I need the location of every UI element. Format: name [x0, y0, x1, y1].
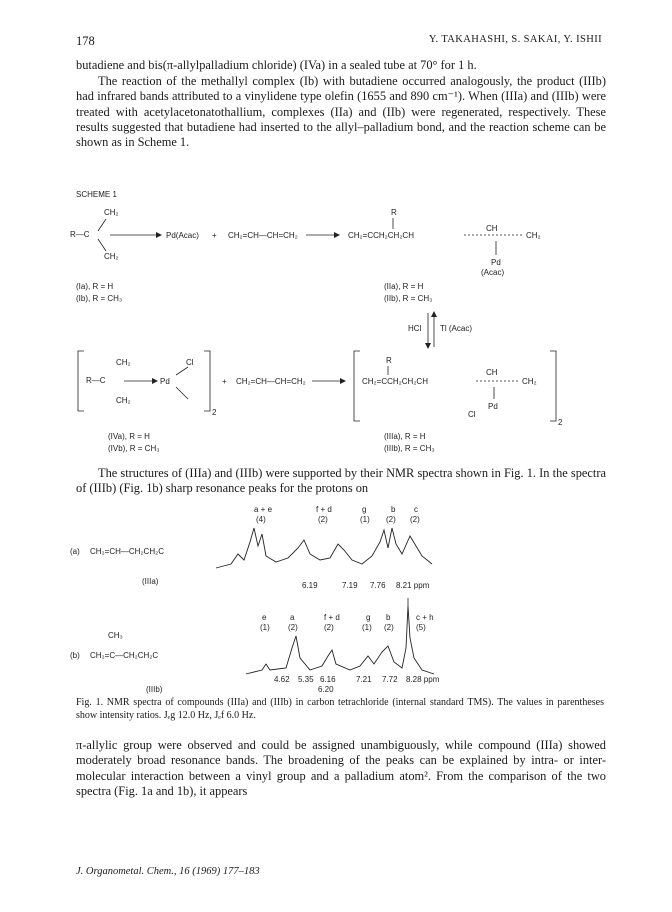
chem-label: R—C: [70, 230, 90, 239]
ppm-label: 5.35: [298, 675, 314, 684]
intensity: (1): [362, 623, 372, 632]
paragraph-4: π-allylic group were observed and could be assigned unambiguously, while compound (IIIa) showed moderately broad resonance bands. The broadening of the peaks can be explained by intra- or inter-molecular interaction between a vinyl group and a palladium atom². From the comparison of the two spectra (Fig. 1a and 1b), it appears: [76, 738, 606, 798]
chem-label: HCl: [408, 324, 422, 333]
chem-label: CH₂: [522, 377, 537, 386]
chem-label: (IIIb), R = CH₃: [384, 444, 435, 453]
nmr-b-ch3: CH₃: [108, 631, 123, 640]
nmr-a-label: (a): [70, 547, 80, 556]
peak-letter: e: [262, 613, 267, 622]
chem-label: (Ib), R = CH₃: [76, 294, 123, 303]
ppm-label: 4.62: [274, 675, 290, 684]
chem-label: CH₂=CCH₂CH₂CH: [348, 231, 414, 240]
ppm-label: 6.20: [318, 685, 334, 694]
peak-letter: a + e: [254, 505, 273, 514]
chem-label: CH₂=CH—CH=CH₂: [228, 231, 298, 240]
intensity: (2): [324, 623, 334, 632]
chem-label: CH: [486, 368, 498, 377]
intensity: (1): [360, 515, 370, 524]
chem-label: (IIIa), R = H: [384, 432, 426, 441]
chem-label: CH₂: [526, 231, 541, 240]
nmr-b-label: (b): [70, 651, 80, 660]
intensity: (2): [318, 515, 328, 524]
chem-label: +: [212, 231, 217, 240]
paragraph-1: butadiene and bis(π-allylpalladium chloride) (IVa) in a sealed tube at 70° for 1 h.: [76, 58, 477, 72]
chem-label: CH: [486, 224, 498, 233]
intensity: (2): [386, 515, 396, 524]
scheme-1: [66, 185, 626, 455]
peak-letter: f + d: [316, 505, 332, 514]
chem-label: CH₂=CH—CH=CH₂: [236, 377, 306, 386]
chem-label: (Ia), R = H: [76, 282, 114, 291]
peak-letter: c: [414, 505, 418, 514]
nmr-b-compound: (IIIb): [146, 685, 163, 694]
peak-letter: c + h: [416, 613, 434, 622]
chem-label: 2: [558, 418, 563, 427]
chem-label: Pd: [160, 377, 170, 386]
chem-label: Cl: [186, 358, 194, 367]
nmr-a-trace: [216, 528, 432, 568]
ppm-label: 6.16: [320, 675, 336, 684]
nmr-a-formula: CH₂=CH—CH₂CH₂C: [90, 547, 164, 556]
nmr-b-trace: [246, 606, 434, 674]
intensity: (2): [288, 623, 298, 632]
running-head: Y. TAKAHASHI, S. SAKAI, Y. ISHII: [428, 34, 602, 45]
chem-label: CH₂: [116, 358, 131, 367]
ppm-label: 8.28 ppm: [406, 675, 440, 684]
chem-label: R—C: [86, 376, 106, 385]
peak-letter: b: [386, 613, 391, 622]
peak-letter: g: [366, 613, 371, 622]
intensity: (2): [384, 623, 394, 632]
intensity: (2): [410, 515, 420, 524]
intensity: (4): [256, 515, 266, 524]
intensity: (5): [416, 623, 426, 632]
chem-label: CH₂: [116, 396, 131, 405]
ppm-label: 6.19: [302, 581, 318, 590]
page-number: 178: [76, 34, 95, 48]
chem-label: CH₂: [104, 252, 119, 261]
chem-label: Tl (Acac): [440, 324, 472, 333]
chem-label: (IIb), R = CH₃: [384, 294, 433, 303]
nmr-a-compound: (IIIa): [142, 577, 159, 586]
peak-letter: g: [362, 505, 367, 514]
ppm-label: 7.76: [370, 581, 386, 590]
ppm-label: 8.21 ppm: [396, 581, 430, 590]
scheme-title: SCHEME 1: [76, 190, 117, 199]
chem-label: +: [222, 377, 227, 386]
intensity: (1): [260, 623, 270, 632]
chem-label: Pd: [491, 258, 501, 267]
chem-label: Pd: [488, 402, 498, 411]
peak-letter: b: [391, 505, 396, 514]
chem-label: CH₂: [104, 208, 119, 217]
paragraph-3: The structures of (IIIa) and (IIIb) were supported by their NMR spectra shown in Fig. 1. In the spectra of (IIIb) (Fig. 1b) sharp resonance peaks for the protons on: [76, 466, 606, 496]
figure-caption: Fig. 1. NMR spectra of compounds (IIIa) and (IIIb) in carbon tetrachloride (internal standard TMS). The values in parentheses show intensity ratios. Jₑg 12.0 Hz, Jₑf 6.0 Hz.: [76, 697, 604, 721]
chem-label: Cl: [468, 410, 476, 419]
peak-letter: a: [290, 613, 295, 622]
peak-letter: f + d: [324, 613, 340, 622]
ppm-label: 7.21: [356, 675, 372, 684]
ppm-label: 7.19: [342, 581, 358, 590]
chem-label: Pd(Acac): [166, 231, 199, 240]
paragraph-2: The reaction of the methallyl complex (Ib) with butadiene occurred analogously, the product (IIIb) had infrared bands attributed to a vinylidene type olefin (1655 and 890 cm⁻¹). When (IIIa) and (IIIb) were treated with acetylacetonatothallium, complexes (IIa) and (IIb) were regenerated, respectively. These results suggested that butadiene had inserted to the allyl–palladium bond, and the reaction scheme can be shown as in Scheme 1.: [76, 74, 606, 150]
nmr-b-formula: CH₂=C—CH₂CH₂C: [90, 651, 159, 660]
chem-label: CH₂=CCH₂CH₂CH: [362, 377, 428, 386]
ppm-label: 7.72: [382, 675, 398, 684]
nmr-figure: [66, 498, 626, 698]
chem-label: 2: [212, 408, 217, 417]
journal-footer: J. Organometal. Chem., 16 (1969) 177–183: [76, 866, 260, 877]
chem-label: (IVa), R = H: [108, 432, 150, 441]
chem-label: (IVb), R = CH₃: [108, 444, 160, 453]
chem-label: R: [386, 356, 392, 365]
nmr-a-peak-letters: [254, 505, 420, 524]
chem-label: (IIa), R = H: [384, 282, 424, 291]
chem-label: (Acac): [481, 268, 505, 277]
chem-label: R: [391, 208, 397, 217]
